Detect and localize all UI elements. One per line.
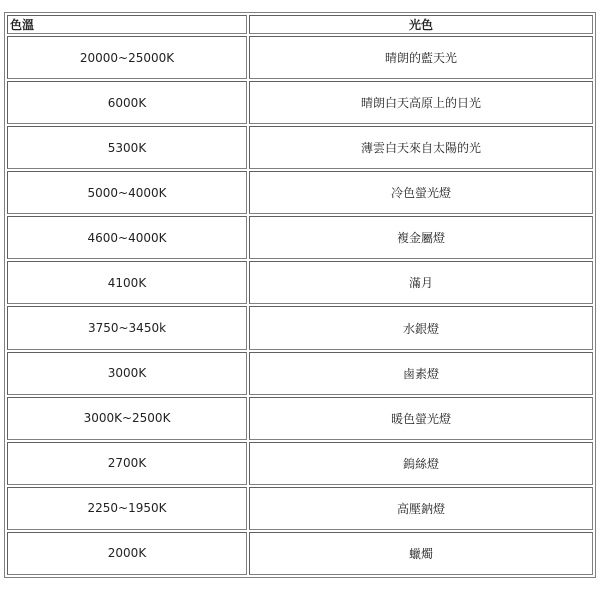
temp-cell: 5000~4000K — [7, 171, 247, 214]
color-temperature-table — [4, 12, 596, 578]
light-cell: 高壓鈉燈 — [249, 487, 593, 530]
temp-cell: 20000~25000K — [7, 36, 247, 79]
light-cell: 薄雲白天來自太陽的光 — [249, 126, 593, 169]
table-row — [7, 442, 593, 485]
table-row — [7, 352, 593, 395]
light-cell: 暖色螢光燈 — [249, 397, 593, 440]
table-row — [7, 532, 593, 575]
temp-cell: 3750~3450k — [7, 306, 247, 349]
temp-cell: 2700K — [7, 442, 247, 485]
table-row — [7, 397, 593, 440]
temp-cell: 3000K — [7, 352, 247, 395]
header-color-temperature: 色溫 — [7, 15, 247, 34]
header-row — [7, 15, 593, 34]
table-row — [7, 126, 593, 169]
light-cell: 複金屬燈 — [249, 216, 593, 259]
table-row — [7, 261, 593, 304]
temp-cell: 4600~4000K — [7, 216, 247, 259]
light-cell: 水銀燈 — [249, 306, 593, 349]
light-cell: 晴朗白天高原上的日光 — [249, 81, 593, 124]
light-cell: 蠟燭 — [249, 532, 593, 575]
light-cell: 鹵素燈 — [249, 352, 593, 395]
table-row — [7, 306, 593, 349]
light-cell: 鎢絲燈 — [249, 442, 593, 485]
table-row — [7, 171, 593, 214]
table-row — [7, 216, 593, 259]
table-row — [7, 81, 593, 124]
temp-cell: 5300K — [7, 126, 247, 169]
temp-cell: 3000K~2500K — [7, 397, 247, 440]
table-row — [7, 487, 593, 530]
light-cell: 晴朗的藍天光 — [249, 36, 593, 79]
temp-cell: 2000K — [7, 532, 247, 575]
header-light-color: 光色 — [249, 15, 593, 34]
light-cell: 冷色螢光燈 — [249, 171, 593, 214]
temp-cell: 4100K — [7, 261, 247, 304]
temp-cell: 2250~1950K — [7, 487, 247, 530]
temp-cell: 6000K — [7, 81, 247, 124]
table-row — [7, 36, 593, 79]
light-cell: 滿月 — [249, 261, 593, 304]
